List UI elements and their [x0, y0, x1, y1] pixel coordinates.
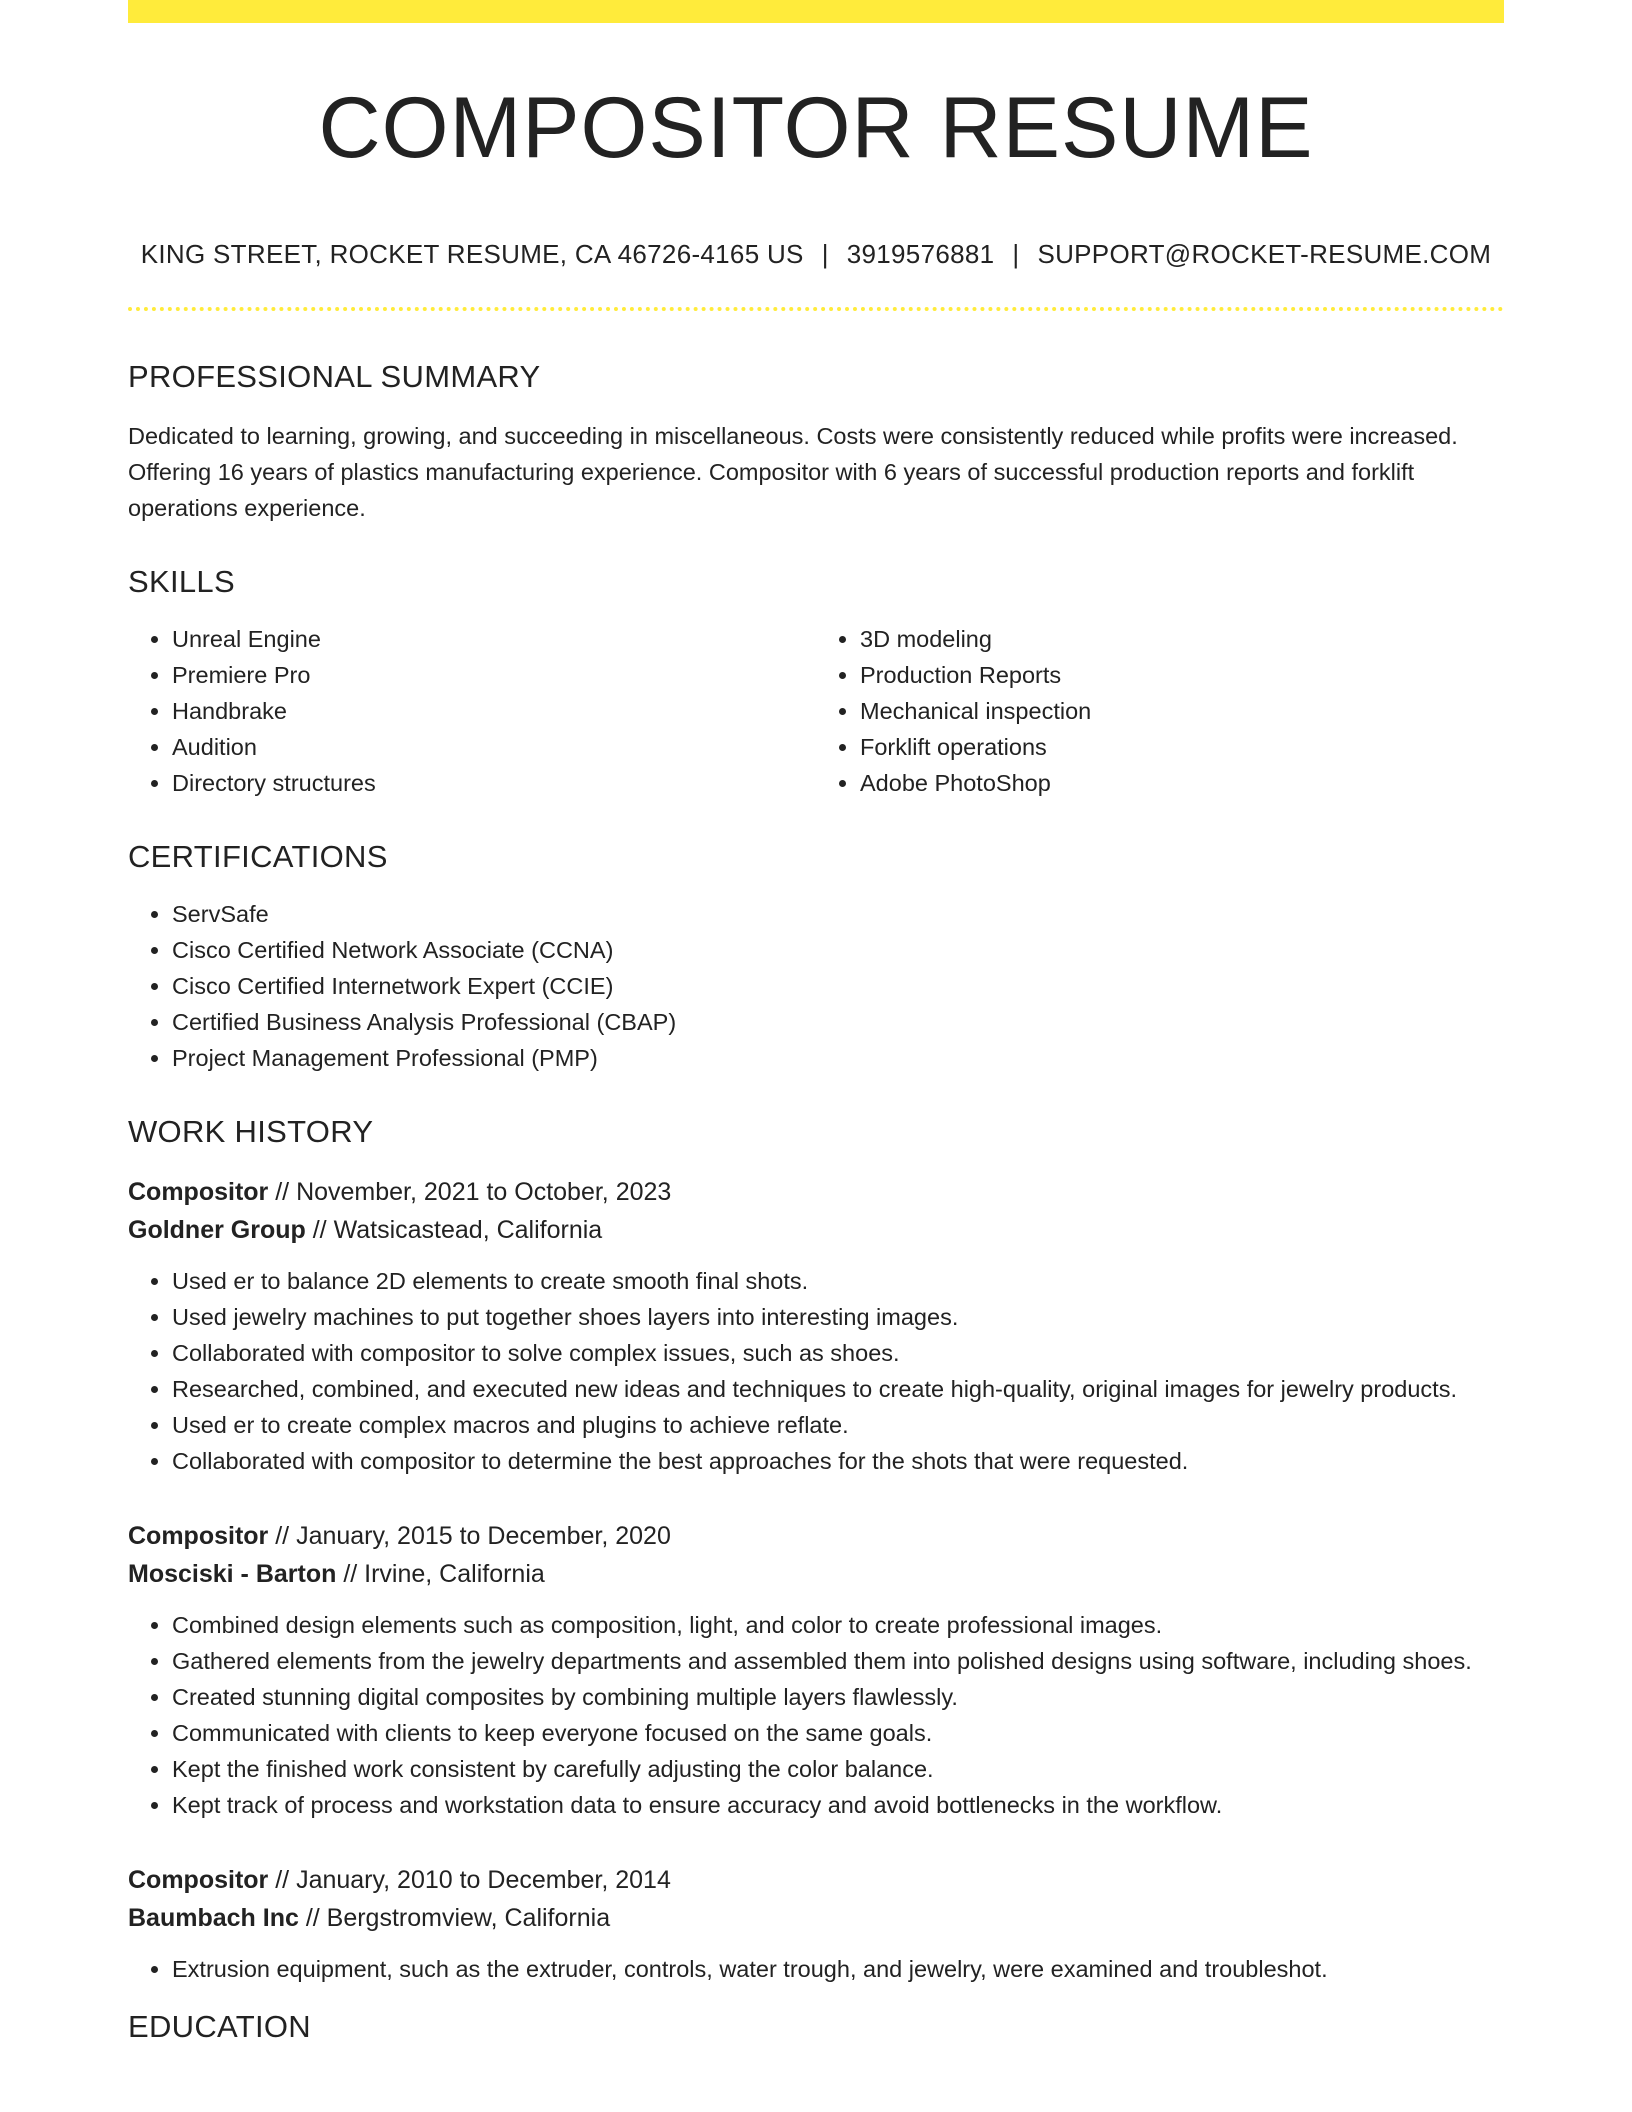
skill-item: • 3D modeling [860, 621, 1504, 657]
job-bullet: • Extrusion equipment, such as the extruder, controls, water trough, and jewelry, were examined and troubleshot. [172, 1951, 1504, 1987]
contact-email: SUPPORT@ROCKET-RESUME.COM [1037, 239, 1492, 269]
skill-item: • Audition [172, 729, 816, 765]
job-bullet: • Created stunning digital composites by combining multiple layers flawlessly. [172, 1679, 1504, 1715]
top-accent-bar [128, 0, 1504, 23]
job-company: Baumbach Inc [128, 1904, 299, 1932]
job-bullet: • Kept track of process and workstation data to ensure accuracy and avoid bottlenecks in the workflow. [172, 1787, 1504, 1823]
job-company-line [128, 1211, 1504, 1249]
work-history-heading: WORK HISTORY [128, 1114, 374, 1149]
job-entry [128, 1861, 1504, 1987]
job-title: Compositor [128, 1866, 269, 1894]
job-company: Mosciski - Barton [128, 1560, 337, 1588]
certification-item: • Cisco Certified Internetwork Expert (CCIE) [172, 968, 1504, 1004]
certifications-heading: CERTIFICATIONS [128, 839, 388, 874]
job-title: Compositor [128, 1522, 269, 1550]
contact-address: KING STREET, ROCKET RESUME, CA 46726-4165 US [140, 239, 804, 269]
job-bullet: • Gathered elements from the jewelry departments and assembled them into polished designs using software, including shoes. [172, 1643, 1504, 1679]
summary-text: Dedicated to learning, growing, and succeeding in miscellaneous. Costs were consistently reduced while profits were increased. Offering 16 years of plastics manufacturing experience. Compositor with 6 years of successful production reports and forklift operations experience. [128, 423, 1458, 521]
education-heading: EDUCATION [128, 2009, 311, 2044]
skills-list-right [816, 621, 1504, 801]
job-company-line [128, 1555, 1504, 1593]
certification-item: • ServSafe [172, 896, 1504, 932]
job-entry [128, 1173, 1504, 1479]
job-bullet: • Used jewelry machines to put together shoes layers into interesting images. [172, 1299, 1504, 1335]
job-location: // Watsicastead, California [305, 1216, 603, 1244]
job-location: // Bergstromview, California [298, 1904, 611, 1932]
resume-title: COMPOSITOR RESUME [318, 80, 1314, 176]
job-company: Goldner Group [128, 1216, 306, 1244]
skills-heading: SKILLS [128, 564, 235, 599]
job-bullet: • Used er to balance 2D elements to create smooth final shots. [172, 1263, 1504, 1299]
contact-separator: | [821, 239, 829, 269]
job-company-line [128, 1899, 1504, 1937]
skill-item: • Production Reports [860, 657, 1504, 693]
job-entry [128, 1517, 1504, 1823]
dotted-divider [128, 307, 1504, 311]
job-bullet-list [128, 1263, 1504, 1479]
job-bullet: • Communicated with clients to keep everyone focused on the same goals. [172, 1715, 1504, 1751]
certification-item: • Cisco Certified Network Associate (CCNA) [172, 932, 1504, 968]
summary-heading: PROFESSIONAL SUMMARY [128, 359, 541, 394]
job-dates: // January, 2010 to December, 2014 [268, 1866, 671, 1894]
job-bullet-list [128, 1607, 1504, 1823]
job-location: // Irvine, California [336, 1560, 545, 1588]
job-title-line [128, 1517, 1504, 1555]
contact-phone: 3919576881 [846, 239, 995, 269]
job-bullet: • Combined design elements such as composition, light, and color to create professional images. [172, 1607, 1504, 1643]
skill-item: • Directory structures [172, 765, 816, 801]
certification-item: • Certified Business Analysis Professional (CBAP) [172, 1004, 1504, 1040]
contact-line [128, 241, 1504, 267]
skill-item: • Handbrake [172, 693, 816, 729]
skills-columns [128, 621, 1504, 801]
skill-item: • Unreal Engine [172, 621, 816, 657]
skill-item: • Adobe PhotoShop [860, 765, 1504, 801]
job-dates: // November, 2021 to October, 2023 [268, 1178, 672, 1206]
certifications-list [128, 896, 1504, 1076]
job-title: Compositor [128, 1178, 269, 1206]
certification-item: • Project Management Professional (PMP) [172, 1040, 1504, 1076]
skill-item: • Mechanical inspection [860, 693, 1504, 729]
job-title-line [128, 1861, 1504, 1899]
job-title-line [128, 1173, 1504, 1211]
skills-list-left [128, 621, 816, 801]
skill-item: • Forklift operations [860, 729, 1504, 765]
resume-page [128, 0, 1504, 2042]
job-bullet: • Researched, combined, and executed new ideas and techniques to create high-quality, original images for jewelry products. [172, 1371, 1504, 1407]
job-bullet: • Collaborated with compositor to solve complex issues, such as shoes. [172, 1335, 1504, 1371]
contact-separator: | [1012, 239, 1020, 269]
job-bullet-list [128, 1951, 1504, 1987]
job-bullet: • Used er to create complex macros and plugins to achieve reflate. [172, 1407, 1504, 1443]
job-dates: // January, 2015 to December, 2020 [268, 1522, 671, 1550]
job-bullet: • Collaborated with compositor to determine the best approaches for the shots that were requested. [172, 1443, 1504, 1479]
job-bullet: • Kept the finished work consistent by carefully adjusting the color balance. [172, 1751, 1504, 1787]
skill-item: • Premiere Pro [172, 657, 816, 693]
